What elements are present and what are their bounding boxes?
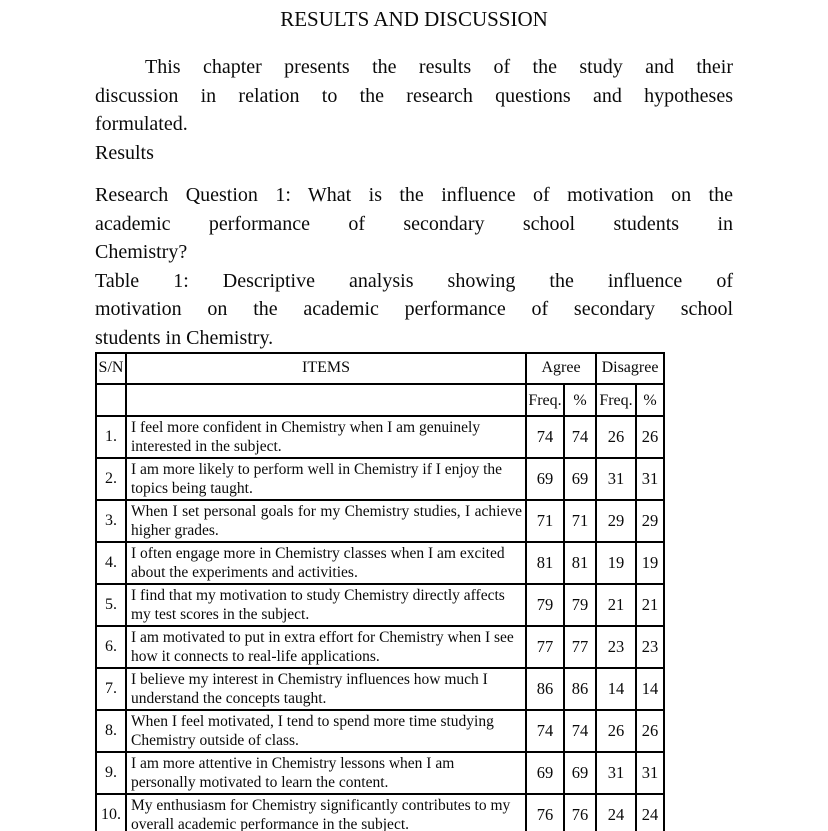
disagree-pct-cell: 23	[636, 626, 664, 668]
text-line: formulated.	[95, 113, 188, 135]
agree-pct-cell: 69	[564, 458, 596, 500]
text-line: discussion in relation to the research questions and hypotheses	[95, 84, 733, 107]
header-sn: S/N	[96, 353, 126, 384]
disagree-pct-cell: 31	[636, 752, 664, 794]
agree-freq-cell: 86	[526, 668, 564, 710]
sn-cell: 2.	[96, 458, 126, 500]
item-cell: I often engage more in Chemistry classes when I am excited about the experiments and activities.	[126, 542, 526, 584]
disagree-pct-cell: 24	[636, 794, 664, 831]
text-line: academic performance of secondary school students in	[95, 212, 733, 235]
header-disagree-pct: %	[636, 384, 664, 417]
header-items-empty	[126, 384, 526, 417]
agree-pct-cell: 74	[564, 710, 596, 752]
header-agree: Agree	[526, 353, 596, 384]
research-question	[95, 181, 733, 267]
sn-cell: 1.	[96, 416, 126, 458]
table-row	[96, 752, 664, 794]
table-header	[96, 353, 664, 416]
agree-pct-cell: 74	[564, 416, 596, 458]
agree-pct-cell: 76	[564, 794, 596, 831]
agree-pct-cell: 79	[564, 584, 596, 626]
table-row	[96, 584, 664, 626]
sn-cell: 6.	[96, 626, 126, 668]
sn-cell: 10.	[96, 794, 126, 831]
sn-cell: 4.	[96, 542, 126, 584]
text-line: students in Chemistry.	[95, 326, 274, 349]
disagree-freq-cell: 26	[596, 710, 636, 752]
table-row	[96, 500, 664, 542]
table-row	[96, 668, 664, 710]
header-disagree: Disagree	[596, 353, 664, 384]
text-line: Table 1: Descriptive analysis showing the influence of	[95, 269, 733, 292]
table-row	[96, 626, 664, 668]
agree-pct-cell: 71	[564, 500, 596, 542]
agree-freq-cell: 77	[526, 626, 564, 668]
agree-pct-cell: 81	[564, 542, 596, 584]
header-items: ITEMS	[126, 353, 526, 384]
table-row	[96, 416, 664, 458]
results-heading: Results	[95, 141, 154, 164]
intro-paragraph	[95, 53, 733, 139]
agree-pct-cell: 77	[564, 626, 596, 668]
results-table	[95, 352, 665, 831]
item-cell: I am motivated to put in extra effort for Chemistry when I see how it connects to real-life applications.	[126, 626, 526, 668]
sn-cell: 7.	[96, 668, 126, 710]
disagree-freq-cell: 24	[596, 794, 636, 831]
agree-pct-cell: 86	[564, 668, 596, 710]
table-body	[96, 416, 664, 831]
sn-cell: 9.	[96, 752, 126, 794]
item-cell: When I feel motivated, I tend to spend more time studying Chemistry outside of class.	[126, 710, 526, 752]
document-content	[95, 5, 733, 831]
agree-freq-cell: 69	[526, 458, 564, 500]
table-header-row-1	[96, 353, 664, 384]
disagree-pct-cell: 26	[636, 416, 664, 458]
agree-freq-cell: 79	[526, 584, 564, 626]
disagree-freq-cell: 31	[596, 752, 636, 794]
header-agree-freq: Freq.	[526, 384, 564, 417]
agree-freq-cell: 69	[526, 752, 564, 794]
disagree-freq-cell: 21	[596, 584, 636, 626]
disagree-freq-cell: 29	[596, 500, 636, 542]
disagree-pct-cell: 21	[636, 584, 664, 626]
sn-cell: 3.	[96, 500, 126, 542]
table-header-row-2	[96, 384, 664, 417]
disagree-freq-cell: 26	[596, 416, 636, 458]
text-line: This chapter presents the results of the study and their	[145, 56, 733, 78]
text-line: motivation on the academic performance of secondary school	[95, 298, 733, 320]
header-sn-empty	[96, 384, 126, 417]
sn-cell: 5.	[96, 584, 126, 626]
item-cell: I feel more confident in Chemistry when I am genuinely interested in the subject.	[126, 416, 526, 458]
text-line: Research Question 1: What is the influence of motivation on the	[95, 184, 733, 206]
sn-cell: 8.	[96, 710, 126, 752]
table-row	[96, 794, 664, 831]
agree-freq-cell: 74	[526, 416, 564, 458]
item-cell: I am more likely to perform well in Chemistry if I enjoy the topics being taught.	[126, 458, 526, 500]
agree-freq-cell: 74	[526, 710, 564, 752]
table-row	[96, 458, 664, 500]
header-disagree-freq: Freq.	[596, 384, 636, 417]
disagree-freq-cell: 14	[596, 668, 636, 710]
question-and-caption-block	[95, 181, 733, 352]
disagree-pct-cell: 14	[636, 668, 664, 710]
disagree-freq-cell: 19	[596, 542, 636, 584]
page-title: RESULTS AND DISCUSSION	[280, 7, 548, 31]
agree-pct-cell: 69	[564, 752, 596, 794]
table-caption	[95, 267, 733, 353]
header-agree-pct: %	[564, 384, 596, 417]
disagree-pct-cell: 26	[636, 710, 664, 752]
table-row	[96, 542, 664, 584]
item-cell: I find that my motivation to study Chemistry directly affects my test scores in the subject.	[126, 584, 526, 626]
text-line: Chemistry?	[95, 241, 188, 263]
disagree-freq-cell: 31	[596, 458, 636, 500]
disagree-pct-cell: 19	[636, 542, 664, 584]
item-cell: When I set personal goals for my Chemistry studies, I achieve higher grades.	[126, 500, 526, 542]
item-cell: I am more attentive in Chemistry lessons when I am personally motivated to learn the content.	[126, 752, 526, 794]
item-cell: I believe my interest in Chemistry influences how much I understand the concepts taught.	[126, 668, 526, 710]
disagree-pct-cell: 29	[636, 500, 664, 542]
table-row	[96, 710, 664, 752]
disagree-pct-cell: 31	[636, 458, 664, 500]
disagree-freq-cell: 23	[596, 626, 636, 668]
agree-freq-cell: 81	[526, 542, 564, 584]
item-cell: My enthusiasm for Chemistry significantly contributes to my overall academic performance in the subject.	[126, 794, 526, 831]
agree-freq-cell: 76	[526, 794, 564, 831]
agree-freq-cell: 71	[526, 500, 564, 542]
